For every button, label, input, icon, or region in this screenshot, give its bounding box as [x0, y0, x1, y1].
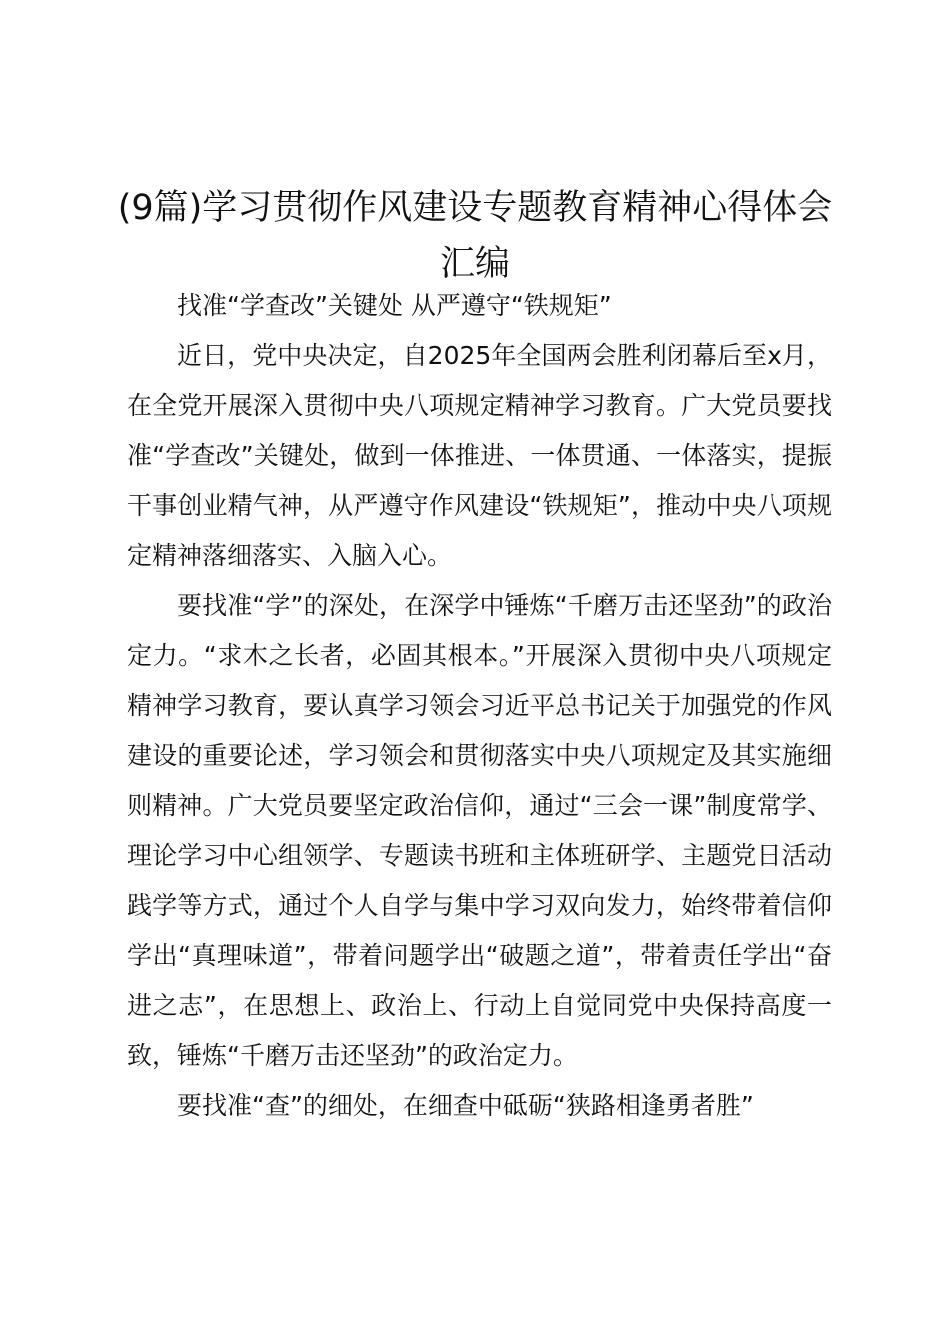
article-subtitle: 找准“学查改”关键处 从严遵守“铁规矩” [177, 291, 612, 320]
paragraph-intro: 近日，党中央决定，自2025年全国两会胜利闭幕后至x月，在全党开展深入贯彻中央八项规定精神学习教育。广大党员要找准“学查改”关键处，做到一体推进、一体贯通、一体落实，提振干事创业精气神，从严遵守作风建设“铁规矩”，推动中央八项规定精神落细落实、入脑入心。 [127, 341, 832, 570]
document-title: (9篇)学习贯彻作风建设专题教育精神心得体会汇编 [117, 188, 833, 284]
document-body [127, 281, 832, 1131]
paragraph-check: 要找准“查”的细处，在细查中砥砺“狭路相逢勇者胜” [177, 1091, 754, 1120]
paragraph-study: 要找准“学”的深处，在深学中锤炼“千磨万击还坚劲”的政治定力。“求木之长者，必固其根本。”开展深入贯彻中央八项规定精神学习教育，要认真学习领会习近平总书记关于加强党的作风建设的重要论述，学习领会和贯彻落实中央八项规定及其实施细则精神。广大党员要坚定政治信仰，通过“三会一课”制度常学、理论学习中心组领学、专题读书班和主体班研学、主题党日活动践学等方式，通过个人自学与集中学习双向发力，始终带着信仰学出“真理味道”，带着问题学出“破题之道”，带着责任学出“奋进之志”，在思想上、政治上、行动上自觉同党中央保持高度一致，锤炼“千磨万击还坚劲”的政治定力。 [127, 591, 832, 1070]
